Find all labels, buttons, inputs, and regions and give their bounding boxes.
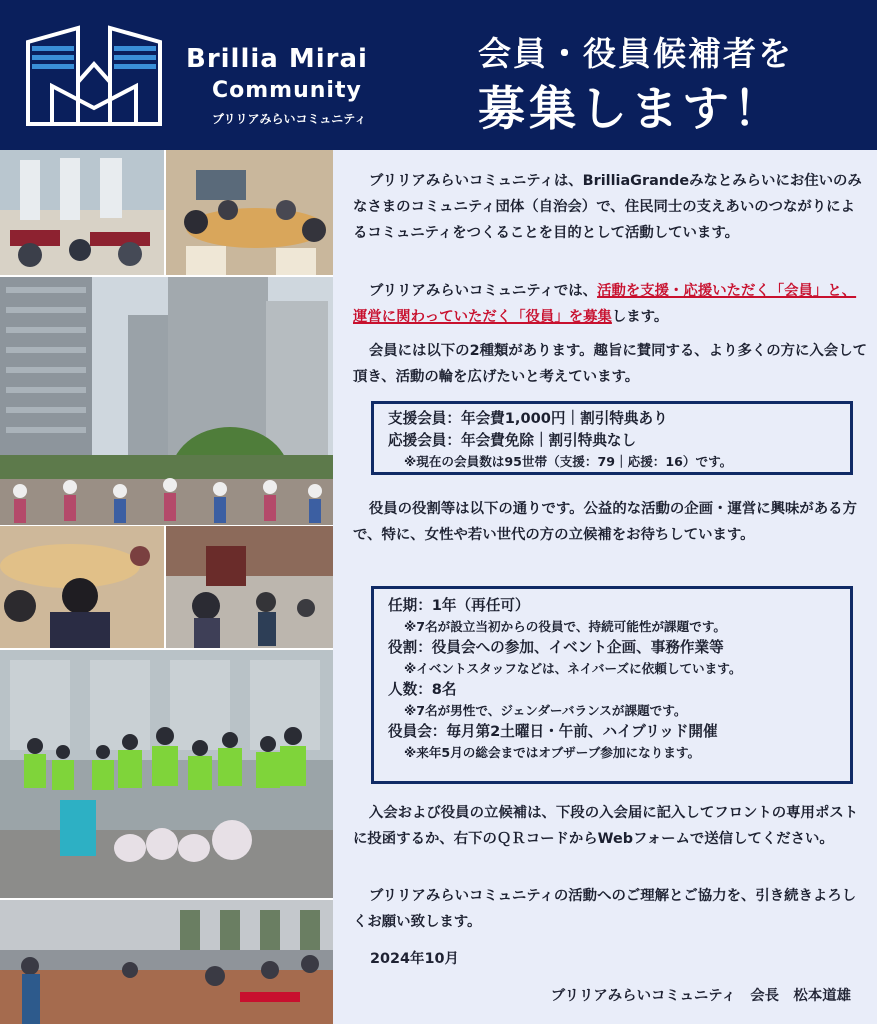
cheer-member-line: 応援会員：年会費免除｜割引特典なし bbox=[388, 432, 637, 449]
recruit-text-post: します。 bbox=[611, 309, 669, 325]
header-banner bbox=[0, 0, 877, 150]
photo-craft-workshop bbox=[0, 526, 164, 648]
officer-count-note: ※7名が男性で、ジェンダーバランスが課題です。 bbox=[404, 703, 687, 718]
closing-paragraph: ブリリアみらいコミュニティの活動へのご理解とご協力を、引き続きよろしくお願い致します。 bbox=[353, 888, 857, 930]
recruit-highlight: 活動を支援・応援いただく「会員」と、運営に関わっていただく「役員」を募集 bbox=[353, 283, 857, 325]
member-intro-paragraph: 会員には以下の2種類があります。趣旨に賛同する、より多くの方に入会して頂き、活動の輪を広げたいと考えています。 bbox=[353, 343, 867, 385]
member-types-box bbox=[371, 401, 853, 475]
photo-outdoor-exercise bbox=[0, 455, 333, 525]
officer-details-box bbox=[371, 586, 853, 784]
brand-name-line2: Community bbox=[212, 78, 362, 103]
content-panel bbox=[333, 150, 877, 1024]
photo-collage bbox=[0, 150, 333, 1024]
officer-term-note: ※7名が設立当初からの役員で、持続可能性が課題です。 bbox=[404, 619, 726, 634]
brillia-m-logo-icon bbox=[26, 24, 162, 128]
recruit-paragraph bbox=[353, 278, 869, 330]
photo-meeting-lobby bbox=[0, 150, 164, 275]
officer-role-line: 役割：役員会への参加、イベント企画、事務作業等 bbox=[388, 639, 724, 656]
officer-count-line: 人数：8名 bbox=[388, 681, 457, 698]
photo-indoor-activity bbox=[0, 900, 333, 1024]
officer-term-line: 任期：1年（再任可） bbox=[388, 597, 530, 614]
brand-name-kana: ブリリアみらいコミュニティ bbox=[212, 112, 367, 126]
photo-cleanup-volunteers bbox=[0, 650, 333, 898]
apply-paragraph: 入会および役員の立候補は、下段の入会届に記入してフロントの専用ポストに投函するか、右下のＱＲコードからWebフォームで送信してください。 bbox=[353, 805, 859, 847]
photo-indoor-event bbox=[166, 526, 333, 648]
intro-paragraph: ブリリアみらいコミュニティは、BrilliaGrandeみなとみらいにお住いのみなさまのコミュニティ団体（自治会）で、住民同士の支えあいのつながりによるコミュニティをつくることを目的として活動しています。 bbox=[353, 173, 862, 241]
recruit-text-pre: ブリリアみらいコミュニティでは、 bbox=[368, 283, 598, 299]
headline-line1: 会員・役員候補者を bbox=[478, 34, 793, 73]
support-member-line: 支援会員：年会費1,000円｜割引特典あり bbox=[388, 410, 668, 427]
chairperson-signature: ブリリアみらいコミュニティ 会長 松本道雄 bbox=[550, 988, 851, 1004]
officer-meeting-line: 役員会：毎月第2土曜日・午前、ハイブリッド開催 bbox=[388, 723, 718, 740]
officer-intro-paragraph: 役員の役割等は以下の通りです。公益的な活動の企画・運営に興味がある方で、特に、女性や若い世代の方の立候補をお待ちしています。 bbox=[353, 501, 857, 543]
officer-meeting-note: ※来年5月の総会まではオブザーブ参加になります。 bbox=[404, 745, 701, 760]
brand-name-line1: Brillia Mirai bbox=[186, 44, 368, 74]
issue-date: 2024年10月 bbox=[370, 951, 459, 967]
photo-meeting-room bbox=[166, 150, 333, 275]
headline-line2: 募集します！ bbox=[478, 82, 784, 137]
member-count-note: ※現在の会員数は95世帯（支援：79｜応援：16）です。 bbox=[404, 454, 733, 469]
officer-role-note: ※イベントスタッフなどは、ネイバーズに依頼しています。 bbox=[404, 661, 742, 676]
